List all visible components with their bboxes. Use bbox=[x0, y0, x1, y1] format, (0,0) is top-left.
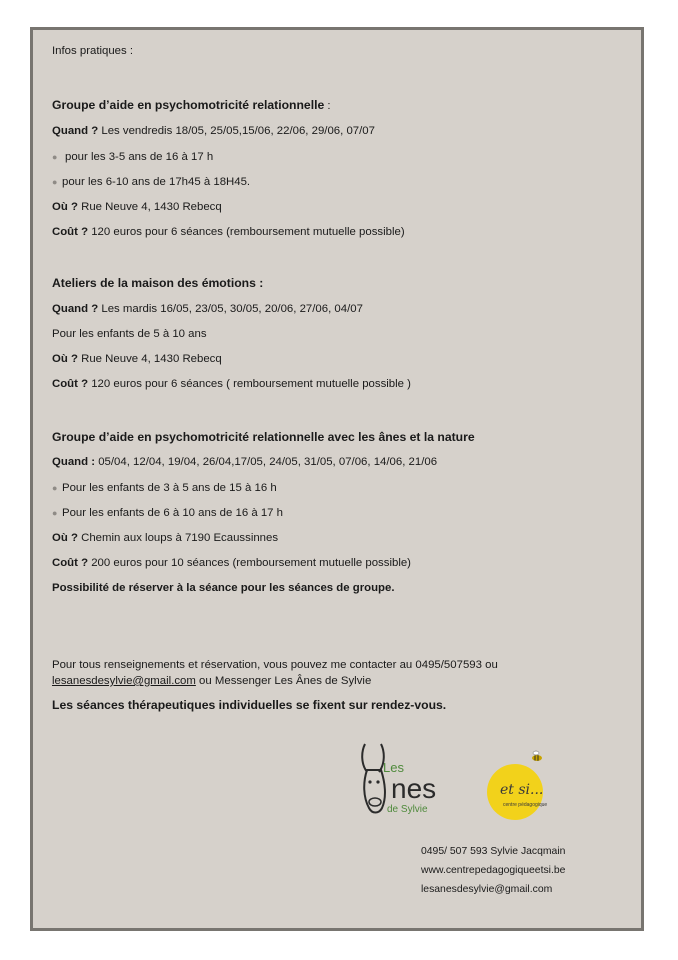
group3-where-value: Chemin aux loups à 7190 Ecaussinnes bbox=[77, 532, 279, 544]
group1-when bbox=[52, 124, 375, 139]
group2-cost bbox=[52, 377, 411, 392]
bullet-icon: ● bbox=[52, 152, 58, 162]
group2-title: Ateliers de la maison des émotions : bbox=[52, 276, 264, 290]
group1-where-value: Rue Neuve 4, 1430 Rebecq bbox=[77, 201, 222, 213]
logo-anes-line2: nes bbox=[391, 773, 437, 804]
group2-when bbox=[52, 302, 363, 317]
group1-heading bbox=[52, 98, 331, 114]
donkey-logo-icon bbox=[362, 744, 385, 813]
group1-cost-value: 120 euros pour 6 séances (remboursement mutuelle possible) bbox=[88, 226, 405, 238]
group1-bullet-2-text: pour les 6-10 ans de 17h45 à 18H45. bbox=[62, 176, 251, 188]
footer-phone: 0495/ 507 593 Sylvie Jacqmain bbox=[421, 846, 566, 857]
group1-title: Groupe d’aide en psychomotricité relationnelle bbox=[52, 98, 325, 112]
contact-line-2 bbox=[52, 674, 371, 689]
logo-anes-line3: de Sylvie bbox=[387, 804, 428, 815]
group1-bullet-1-text: pour les 3-5 ans de 16 à 17 h bbox=[65, 151, 214, 163]
group2-cost-value: 120 euros pour 6 séances ( remboursement mutuelle possible ) bbox=[88, 378, 411, 390]
contact-email-link[interactable]: lesanesdesylvie@gmail.com bbox=[52, 675, 196, 687]
group3-when bbox=[52, 455, 437, 470]
bullet-icon: ● bbox=[52, 508, 58, 518]
logo-etsi-text: et si... bbox=[500, 782, 544, 798]
group3-cost-label: Coût ? bbox=[52, 557, 89, 569]
individual-sessions-note: Les séances thérapeutiques individuelles se fixent sur rendez-vous. bbox=[52, 698, 447, 712]
group1-when-value: Les vendredis 18/05, 25/05,15/06, 22/06, 29/06, 07/07 bbox=[98, 125, 375, 137]
group2-when-value: Les mardis 16/05, 23/05, 30/05, 20/06, 27/06, 04/07 bbox=[98, 303, 363, 315]
bee-icon bbox=[532, 751, 542, 761]
group2-audience: Pour les enfants de 5 à 10 ans bbox=[52, 328, 207, 340]
group3-bullet-1-text: Pour les enfants de 3 à 5 ans de 15 à 16 h bbox=[62, 482, 277, 494]
contact-line-1: Pour tous renseignements et réservation, vous pouvez me contacter au 0495/507593 ou bbox=[52, 659, 498, 671]
bullet-icon: ● bbox=[52, 177, 58, 187]
group2-when-label: Quand ? bbox=[52, 303, 99, 315]
logos-svg bbox=[355, 742, 555, 832]
group2-where-label: Où ? bbox=[52, 353, 78, 365]
group1-where-label: Où ? bbox=[52, 201, 78, 213]
footer-contact bbox=[421, 842, 565, 899]
footer-website[interactable]: www.centrepedagogiqueetsi.be bbox=[421, 865, 566, 876]
logos-area bbox=[355, 742, 555, 832]
group3-cost-value: 200 euros pour 10 séances (remboursement mutuelle possible) bbox=[88, 557, 411, 569]
group3-title: Groupe d’aide en psychomotricité relationnelle avec les ânes et la nature bbox=[52, 430, 475, 444]
group1-when-label: Quand ? bbox=[52, 125, 99, 137]
group3-bullet-2-text: Pour les enfants de 6 à 10 ans de 16 à 17 h bbox=[62, 507, 284, 519]
group3-cost bbox=[52, 556, 411, 571]
group1-cost-label: Coût ? bbox=[52, 226, 89, 238]
group2-cost-label: Coût ? bbox=[52, 378, 89, 390]
group1-where bbox=[52, 200, 222, 215]
logo-etsi-subtitle: centre pédagogique bbox=[503, 802, 548, 808]
group3-when-value: 05/04, 12/04, 19/04, 26/04,17/05, 24/05, 31/05, 07/06, 14/06, 21/06 bbox=[95, 456, 438, 468]
group2-where bbox=[52, 352, 222, 367]
contact-messenger-text: ou Messenger Les Ânes de Sylvie bbox=[195, 675, 372, 687]
footer-email[interactable]: lesanesdesylvie@gmail.com bbox=[421, 884, 553, 895]
group3-where-label: Où ? bbox=[52, 532, 78, 544]
info-sheet bbox=[30, 27, 644, 931]
group3-note: Possibilité de réserver à la séance pour les séances de groupe. bbox=[52, 582, 395, 594]
group1-title-suffix: : bbox=[324, 100, 331, 112]
group3-when-label: Quand : bbox=[52, 456, 96, 468]
bullet-icon: ● bbox=[52, 483, 58, 493]
group2-where-value: Rue Neuve 4, 1430 Rebecq bbox=[77, 353, 222, 365]
group3-where bbox=[52, 531, 278, 546]
intro-heading: Infos pratiques : bbox=[52, 45, 134, 57]
logo-anes-line1: Les bbox=[383, 760, 404, 775]
group1-cost bbox=[52, 225, 405, 240]
